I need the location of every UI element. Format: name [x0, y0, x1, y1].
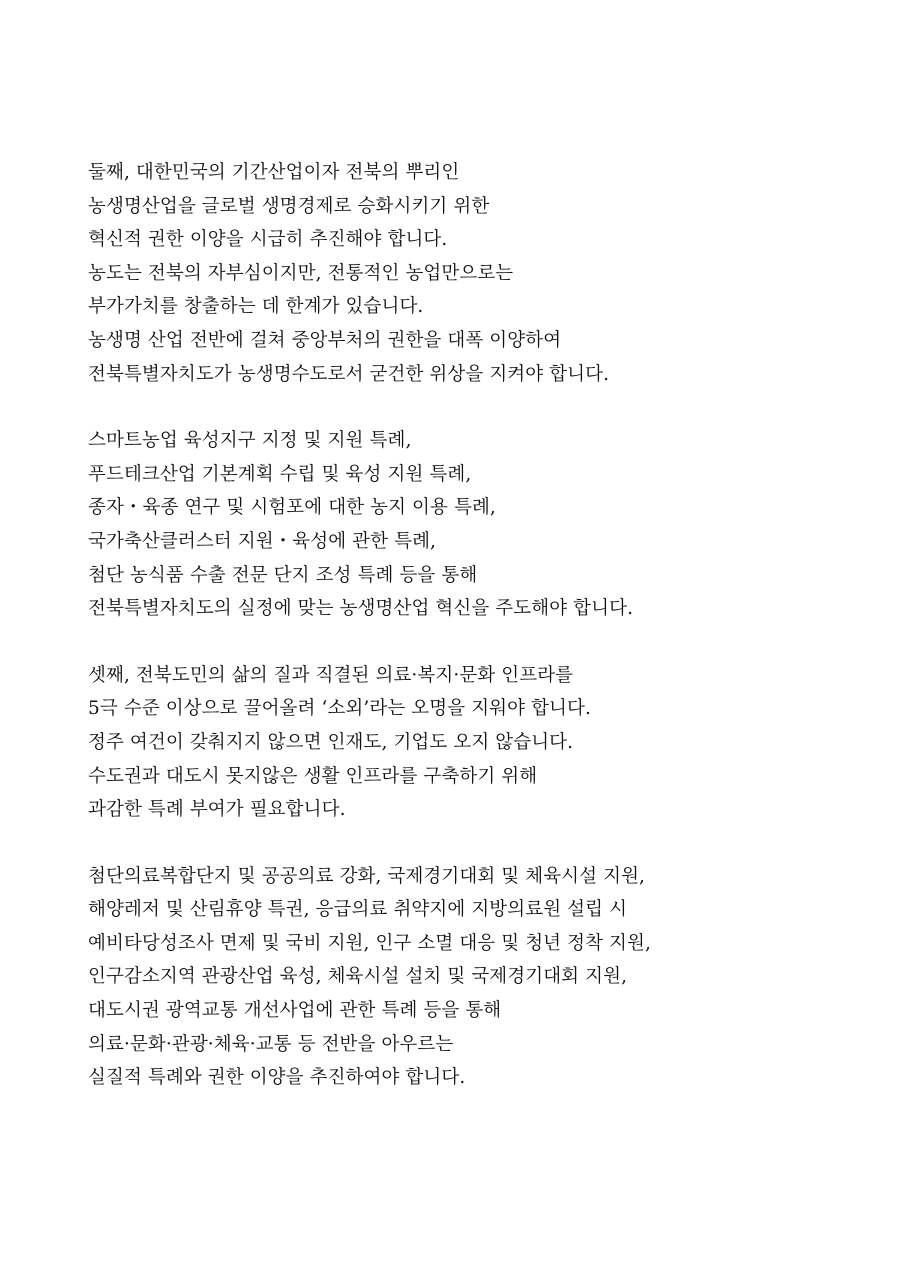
text-line: 첨단 농식품 수출 전문 단지 조성 특례 등을 통해 [88, 564, 478, 586]
text-line: 예비타당성조사 면제 및 국비 지원, 인구 소멸 대응 및 청년 정착 지원, [88, 932, 651, 954]
text-line: 둘째, 대한민국의 기간산업이자 전북의 뿌리인 [88, 162, 460, 183]
paragraph-agri-special-cases [88, 424, 878, 626]
text-line: 대도시권 광역교통 개선사업에 관한 특례 등을 통해 [88, 1000, 502, 1022]
text-line: 인구감소지역 관광산업 육성, 체육시설 설치 및 국제경기대회 지원, [88, 966, 628, 988]
text-line: 혁신적 권한 이양을 시급히 추진해야 합니다. [88, 229, 448, 251]
text-line: 종자・육종 연구 및 시험포에 대한 농지 이용 특례, [88, 497, 496, 519]
paragraph-agri-intro [88, 156, 878, 391]
text-line: 전북특별자치도가 농생명수도로서 굳건한 위상을 지켜야 합니다. [88, 363, 610, 385]
paragraph-infra-intro [88, 659, 878, 827]
text-line: 정주 여건이 갖춰지지 않으면 인재도, 기업도 오지 않습니다. [88, 731, 574, 753]
text-line: 전북특별자치도의 실정에 맞는 농생명산업 혁신을 주도해야 합니다. [88, 598, 634, 620]
paragraph-infra-special-cases [88, 860, 878, 1095]
text-line: 실질적 특례와 권한 이양을 추진하여야 합니다. [88, 1067, 466, 1089]
text-line: 농생명 산업 전반에 걸쳐 중앙부처의 권한을 대폭 이양하여 [88, 329, 562, 351]
text-line: 스마트농업 육성지구 지정 및 지원 특례, [88, 430, 412, 452]
text-line: 부가가치를 창출하는 데 한계가 있습니다. [88, 296, 424, 318]
text-line: 농생명산업을 글로벌 생명경제로 승화시키기 위한 [88, 195, 490, 217]
text-line: 농도는 전북의 자부심이지만, 전통적인 농업만으로는 [88, 262, 514, 284]
text-line: 과감한 특례 부여가 필요합니다. [88, 799, 346, 821]
text-line: 5극 수준 이상으로 끌어올려 ‘소외’라는 오명을 지워야 합니다. [88, 698, 591, 720]
text-line: 첨단의료복합단지 및 공공의료 강화, 국제경기대회 및 체육시설 지원, [88, 865, 646, 887]
text-line: 의료·문화·관광·체육·교통 등 전반을 아우르는 [88, 1033, 454, 1055]
text-line: 해양레저 및 산림휴양 특권, 응급의료 취약지에 지방의료원 설립 시 [88, 899, 628, 921]
text-line: 국가축산클러스터 지원・육성에 관한 특례, [88, 530, 437, 552]
document-body [88, 156, 878, 1128]
text-line: 셋째, 전북도민의 삶의 질과 직결된 의료·복지·문화 인프라를 [88, 664, 574, 686]
text-line: 수도권과 대도시 못지않은 생활 인프라를 구축하기 위해 [88, 765, 538, 787]
text-line: 푸드테크산업 기본계획 수립 및 육성 지원 특례, [88, 463, 472, 485]
